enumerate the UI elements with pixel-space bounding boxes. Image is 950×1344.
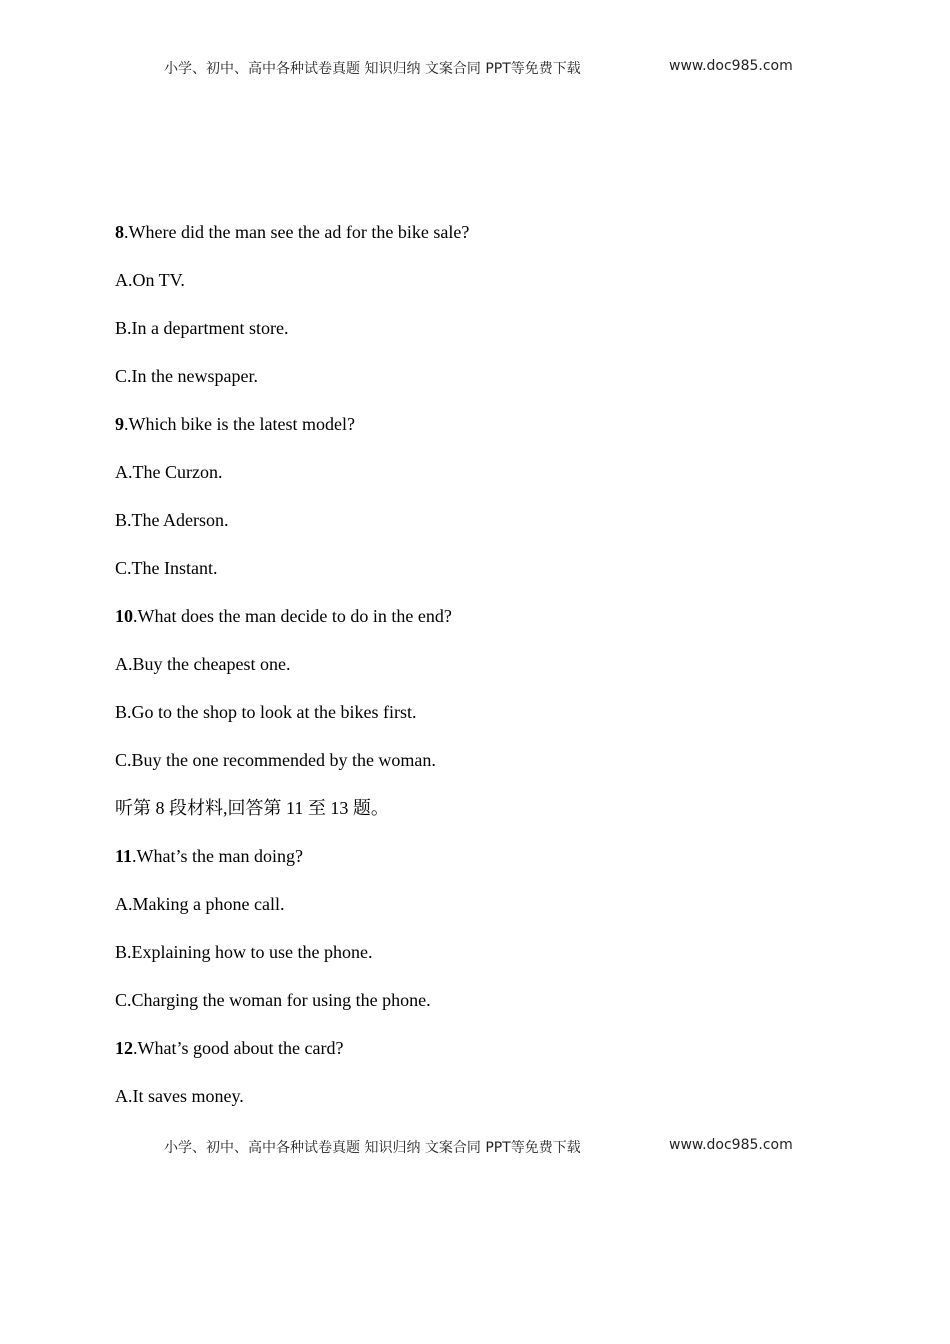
question-8 — [115, 208, 835, 256]
question-11 — [115, 832, 835, 880]
option-b: B.Go to the shop to look at the bikes first. — [115, 702, 417, 722]
option-b: B.The Aderson. — [115, 510, 229, 530]
question-10 — [115, 592, 835, 640]
question-12 — [115, 1024, 835, 1072]
option-a: A.Making a phone call. — [115, 894, 285, 914]
question-9 — [115, 400, 835, 448]
question-text: .Which bike is the latest model? — [124, 414, 355, 434]
header-text: 小学、初中、高中各种试卷真题 知识归纳 文案合同 PPT等免费下载 — [164, 61, 581, 77]
option-a: A.It saves money. — [115, 1086, 244, 1106]
option-c: C.Buy the one recommended by the woman. — [115, 750, 436, 770]
question-number: 8 — [115, 222, 124, 242]
question-number: 10 — [115, 606, 133, 626]
option-a: A.The Curzon. — [115, 462, 223, 482]
question-text: .What does the man decide to do in the end? — [133, 606, 452, 626]
option-b: B.In a department store. — [115, 318, 289, 338]
option-a: A.Buy the cheapest one. — [115, 654, 291, 674]
question-text: .Where did the man see the ad for the bike sale? — [124, 222, 470, 242]
footer-text: 小学、初中、高中各种试卷真题 知识归纳 文案合同 PPT等免费下载 — [164, 1140, 581, 1156]
section-instruction: 听第 8 段材料,回答第 11 至 13 题。 — [115, 798, 389, 818]
question-text: .What’s the man doing? — [132, 846, 303, 866]
option-c: C.The Instant. — [115, 558, 218, 578]
option-a: A.On TV. — [115, 270, 185, 290]
question-text: .What’s good about the card? — [133, 1038, 344, 1058]
header-url: www.doc985.com — [669, 58, 793, 74]
option-c: C.Charging the woman for using the phone. — [115, 990, 431, 1010]
option-c: C.In the newspaper. — [115, 366, 258, 386]
question-number: 12 — [115, 1038, 133, 1058]
option-b: B.Explaining how to use the phone. — [115, 942, 373, 962]
question-number: 11 — [115, 846, 133, 866]
question-number: 9 — [115, 414, 124, 434]
footer-url: www.doc985.com — [669, 1137, 793, 1153]
document-body — [115, 208, 835, 1120]
